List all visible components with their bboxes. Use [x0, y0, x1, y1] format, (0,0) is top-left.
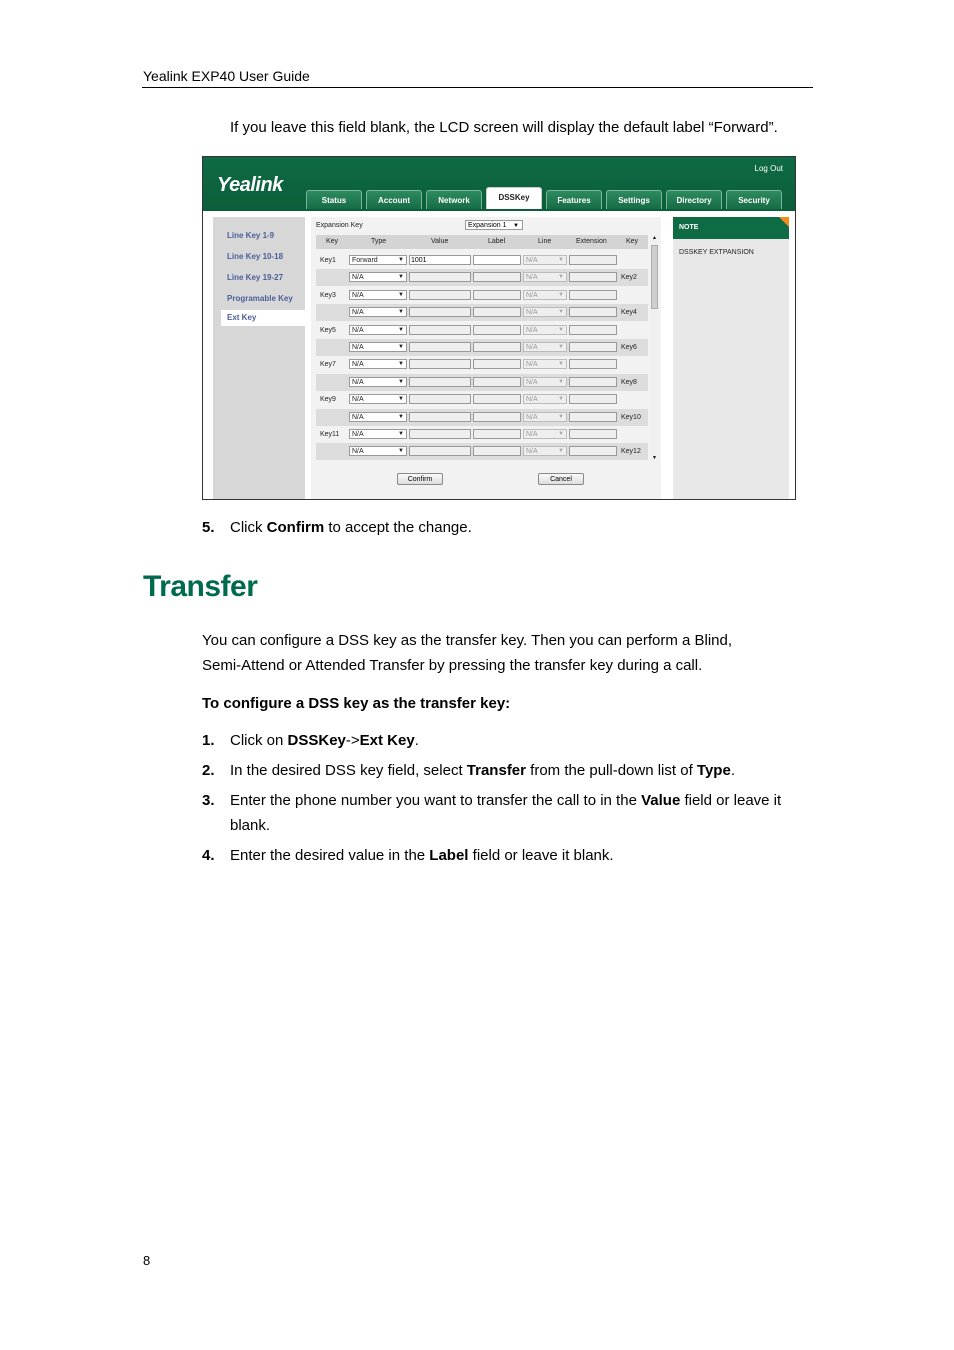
step-text-part: from the pull-down list of — [526, 762, 697, 779]
type-select-value: N/A — [352, 448, 364, 456]
line-select[interactable] — [523, 272, 567, 282]
logout-link[interactable]: Log Out — [754, 164, 783, 173]
value-input[interactable] — [409, 429, 471, 439]
key-left-label: Key11 — [320, 431, 340, 438]
type-select-value: N/A — [352, 344, 364, 351]
type-select[interactable] — [349, 359, 407, 369]
body-line: You can configure a DSS key as the transfer key. Then you can perform a Blind, — [202, 632, 733, 649]
expansion-select[interactable] — [465, 220, 523, 230]
extension-input[interactable] — [569, 307, 617, 317]
scroll-up-icon[interactable]: ▲ — [652, 235, 657, 241]
chevron-down-icon: ▼ — [558, 257, 564, 263]
step-text-part: to accept the change. — [324, 519, 472, 536]
table-row — [316, 287, 648, 304]
chevron-down-icon: ▼ — [558, 396, 564, 403]
type-select[interactable] — [349, 429, 407, 439]
label-input[interactable] — [473, 307, 521, 317]
line-select-value: N/A — [526, 448, 538, 456]
extension-input[interactable] — [569, 342, 617, 352]
line-select[interactable] — [523, 377, 567, 387]
value-input[interactable] — [409, 359, 471, 369]
chevron-down-icon: ▼ — [398, 431, 404, 437]
table-row — [316, 269, 648, 286]
line-select[interactable] — [523, 394, 567, 404]
expansion-select-value: Expansion 1 — [468, 222, 507, 229]
chevron-down-icon: ▼ — [558, 309, 564, 316]
label-input[interactable] — [473, 255, 521, 265]
header-rule — [142, 87, 813, 88]
nav-item[interactable]: Programable Key — [227, 294, 293, 303]
extension-input[interactable] — [569, 446, 617, 456]
type-select[interactable] — [349, 446, 407, 456]
step-text-part: In the desired DSS key field, select — [230, 762, 467, 779]
line-select-value: N/A — [526, 274, 538, 282]
chevron-down-icon: ▼ — [398, 257, 404, 263]
type-select[interactable] — [349, 394, 407, 404]
line-select-value: N/A — [526, 257, 538, 264]
tab-account[interactable]: Account — [366, 190, 422, 210]
value-input[interactable] — [409, 290, 471, 300]
type-select[interactable] — [349, 377, 407, 387]
value-input[interactable] — [409, 394, 471, 404]
running-header: Yealink EXP40 User Guide — [143, 68, 310, 84]
column-header: Value — [431, 238, 449, 245]
table-row — [316, 356, 648, 373]
column-header: Key — [626, 238, 639, 245]
line-select-value: N/A — [526, 344, 538, 351]
step-text-part: Enter the phone number you want to transfer the call to in the — [230, 792, 642, 809]
tab-dsskey[interactable]: DSSKey — [486, 187, 542, 210]
key-right-label: Key6 — [621, 344, 637, 351]
key-left-label: Key9 — [320, 396, 336, 404]
type-select-value: N/A — [352, 431, 364, 438]
step-text-bold: Ext Key — [359, 732, 415, 749]
line-select-value: N/A — [526, 396, 538, 404]
table-scrollbar[interactable] — [651, 235, 658, 461]
line-select[interactable] — [523, 255, 567, 265]
top-bar — [203, 157, 795, 210]
body-paragraph — [202, 628, 732, 678]
label-input[interactable] — [473, 272, 521, 282]
line-select[interactable] — [523, 429, 567, 439]
chevron-down-icon: ▼ — [398, 448, 404, 455]
value-input-text: 1001 — [411, 257, 427, 264]
extension-input[interactable] — [569, 255, 617, 265]
step-text-part: field or leave it — [680, 792, 782, 809]
chevron-down-icon: ▼ — [398, 274, 404, 281]
label-input[interactable] — [473, 342, 521, 352]
tab-status[interactable]: Status — [306, 190, 362, 210]
chevron-down-icon: ▼ — [558, 431, 564, 437]
value-input[interactable] — [409, 412, 471, 422]
step-text-part: -> — [345, 732, 360, 749]
label-input[interactable] — [473, 429, 521, 439]
type-select-value: N/A — [352, 274, 364, 282]
step-number: 5. — [202, 519, 215, 536]
step-text — [230, 758, 735, 783]
procedure-step — [202, 758, 812, 783]
section-title: Transfer — [143, 570, 258, 603]
tab-underline — [203, 209, 795, 211]
chevron-down-icon: ▼ — [398, 291, 404, 298]
table-row — [316, 374, 648, 391]
value-input[interactable] — [409, 255, 471, 265]
note-corner-icon — [779, 217, 789, 227]
chevron-down-icon: ▼ — [558, 378, 564, 385]
step-text-part: Click on — [230, 732, 288, 749]
step-text-bold: Transfer — [466, 762, 526, 779]
chevron-down-icon: ▼ — [558, 361, 564, 368]
line-select[interactable] — [523, 307, 567, 317]
tab-settings[interactable]: Settings — [606, 190, 662, 210]
step-text-part: . — [414, 732, 419, 749]
column-header: Type — [371, 238, 387, 245]
line-select[interactable] — [523, 290, 567, 300]
note-body: DSSKEY EXTPANSION — [679, 249, 754, 256]
nav-item[interactable]: Line Key 19-27 — [227, 273, 284, 282]
extension-input[interactable] — [569, 325, 617, 335]
tab-network[interactable]: Network — [426, 190, 482, 210]
procedure-title: To configure a DSS key as the transfer key: — [202, 695, 511, 712]
step-text-bold: Confirm — [266, 519, 325, 536]
label-input[interactable] — [473, 412, 521, 422]
line-select[interactable] — [523, 446, 567, 456]
procedure-step — [202, 788, 812, 834]
extension-input[interactable] — [569, 359, 617, 369]
step-text-part: Enter the desired value in the — [230, 847, 430, 864]
step-text-bold: Type — [696, 762, 731, 779]
left-nav — [213, 217, 305, 499]
chevron-down-icon: ▼ — [513, 223, 519, 229]
confirm-button[interactable]: Confirm — [397, 473, 443, 485]
table-row — [316, 409, 648, 426]
label-input[interactable] — [473, 377, 521, 387]
key-left-label: Key5 — [320, 326, 336, 334]
extension-input[interactable] — [569, 429, 617, 439]
step-number: 3. — [202, 792, 215, 809]
table-header — [316, 235, 648, 249]
chevron-down-icon: ▼ — [558, 291, 564, 298]
chevron-down-icon: ▼ — [558, 326, 564, 333]
step-text-bold: Value — [641, 792, 681, 809]
type-select-value: N/A — [352, 413, 364, 421]
value-input[interactable] — [409, 446, 471, 456]
line-select-value: N/A — [526, 378, 538, 386]
type-select-value: N/A — [352, 378, 364, 386]
key-left-label: Key7 — [320, 361, 336, 369]
chevron-down-icon: ▼ — [398, 413, 404, 420]
table-row — [316, 252, 648, 269]
cancel-button[interactable]: Cancel — [538, 473, 584, 485]
table-row — [316, 304, 648, 321]
table-row — [316, 426, 648, 443]
line-select-value: N/A — [526, 309, 538, 317]
nav-item[interactable]: Line Key 1-9 — [227, 231, 275, 240]
note-panel — [673, 217, 789, 499]
label-input[interactable] — [473, 446, 521, 456]
intro-text: If you leave this field blank, the LCD screen will display the default label “Forward”. — [230, 119, 778, 136]
chevron-down-icon: ▼ — [398, 326, 404, 333]
step-text-bold: Label — [429, 847, 469, 864]
line-select[interactable] — [523, 342, 567, 352]
extension-input[interactable] — [569, 272, 617, 282]
value-input[interactable] — [409, 272, 471, 282]
extension-input[interactable] — [569, 412, 617, 422]
column-header: Line — [538, 238, 552, 245]
tab-features[interactable]: Features — [546, 190, 602, 210]
step-text-continuation: blank. — [230, 817, 271, 834]
step-text — [230, 515, 472, 540]
nav-item[interactable]: Ext Key — [221, 310, 305, 326]
type-select[interactable] — [349, 325, 407, 335]
step-number: 1. — [202, 732, 215, 749]
type-select-value: N/A — [352, 396, 364, 404]
line-select-value: N/A — [526, 431, 538, 438]
step-number: 4. — [202, 847, 215, 864]
type-select[interactable] — [349, 255, 407, 265]
label-input[interactable] — [473, 359, 521, 369]
extension-input[interactable] — [569, 394, 617, 404]
type-select-value: N/A — [352, 291, 364, 299]
type-select-value: Forward — [352, 257, 378, 264]
step-text — [230, 843, 614, 868]
key-left-label: Key3 — [320, 291, 336, 299]
chevron-down-icon: ▼ — [558, 448, 564, 455]
procedure-step — [202, 843, 812, 868]
nav-item[interactable]: Line Key 10-18 — [227, 252, 284, 261]
column-header: Extension — [576, 238, 607, 245]
table-row — [316, 339, 648, 356]
value-input[interactable] — [409, 342, 471, 352]
chevron-down-icon: ▼ — [558, 344, 564, 350]
tab-directory[interactable]: Directory — [666, 190, 722, 210]
type-select[interactable] — [349, 342, 407, 352]
label-input[interactable] — [473, 394, 521, 404]
extension-input[interactable] — [569, 377, 617, 387]
line-select-value: N/A — [526, 326, 538, 334]
line-select[interactable] — [523, 412, 567, 422]
tab-security[interactable]: Security — [726, 190, 782, 210]
key-right-label: Key8 — [621, 378, 637, 386]
chevron-down-icon: ▼ — [558, 274, 564, 281]
expansion-key-label: Expansion Key — [316, 222, 363, 229]
line-select-value: N/A — [526, 413, 538, 421]
table-row — [316, 322, 648, 339]
type-select-value: N/A — [352, 309, 364, 317]
label-input[interactable] — [473, 325, 521, 335]
step-text-part: . — [730, 762, 735, 779]
procedure-step — [202, 728, 812, 753]
label-input[interactable] — [473, 290, 521, 300]
page-number: 8 — [143, 1253, 151, 1268]
line-select[interactable] — [523, 325, 567, 335]
key-right-label: Key4 — [621, 309, 637, 317]
key-right-label: Key2 — [621, 274, 637, 282]
step-text — [230, 788, 781, 838]
chevron-down-icon: ▼ — [558, 413, 564, 420]
key-right-label: Key10 — [621, 413, 641, 421]
note-title: NOTE — [673, 217, 789, 239]
value-input[interactable] — [409, 377, 471, 387]
step-text-part: Click — [230, 519, 267, 536]
type-select-value: N/A — [352, 326, 364, 334]
chevron-down-icon: ▼ — [398, 344, 404, 350]
key-right-label: Key12 — [621, 448, 641, 456]
chevron-down-icon: ▼ — [398, 378, 404, 385]
yealink-logo: Yealink — [217, 174, 283, 196]
extension-input[interactable] — [569, 290, 617, 300]
step-number: 2. — [202, 762, 215, 779]
step-text — [230, 728, 419, 753]
type-select-value: N/A — [352, 361, 364, 369]
line-select[interactable] — [523, 359, 567, 369]
step-5 — [202, 515, 472, 540]
type-select[interactable] — [349, 307, 407, 317]
scroll-down-icon[interactable]: ▼ — [652, 455, 657, 461]
chevron-down-icon: ▼ — [398, 361, 404, 368]
table-row — [316, 443, 648, 460]
chevron-down-icon: ▼ — [398, 309, 404, 316]
body-line: Semi-Attend or Attended Transfer by pressing the transfer key during a call. — [202, 657, 703, 674]
table-row — [316, 391, 648, 408]
value-input[interactable] — [409, 325, 471, 335]
line-select-value: N/A — [526, 291, 538, 299]
column-header: Key — [326, 238, 339, 245]
dsskey-panel — [311, 217, 661, 499]
step-text-bold: DSSKey — [287, 732, 346, 749]
scrollbar-thumb[interactable] — [651, 245, 658, 309]
type-select[interactable] — [349, 412, 407, 422]
type-select[interactable] — [349, 272, 407, 282]
step-text-part: field or leave it blank. — [468, 847, 614, 864]
column-header: Label — [488, 238, 506, 245]
key-left-label: Key1 — [320, 257, 336, 264]
line-select-value: N/A — [526, 361, 538, 369]
type-select[interactable] — [349, 290, 407, 300]
web-ui-screenshot — [202, 156, 796, 500]
value-input[interactable] — [409, 307, 471, 317]
chevron-down-icon: ▼ — [398, 396, 404, 403]
